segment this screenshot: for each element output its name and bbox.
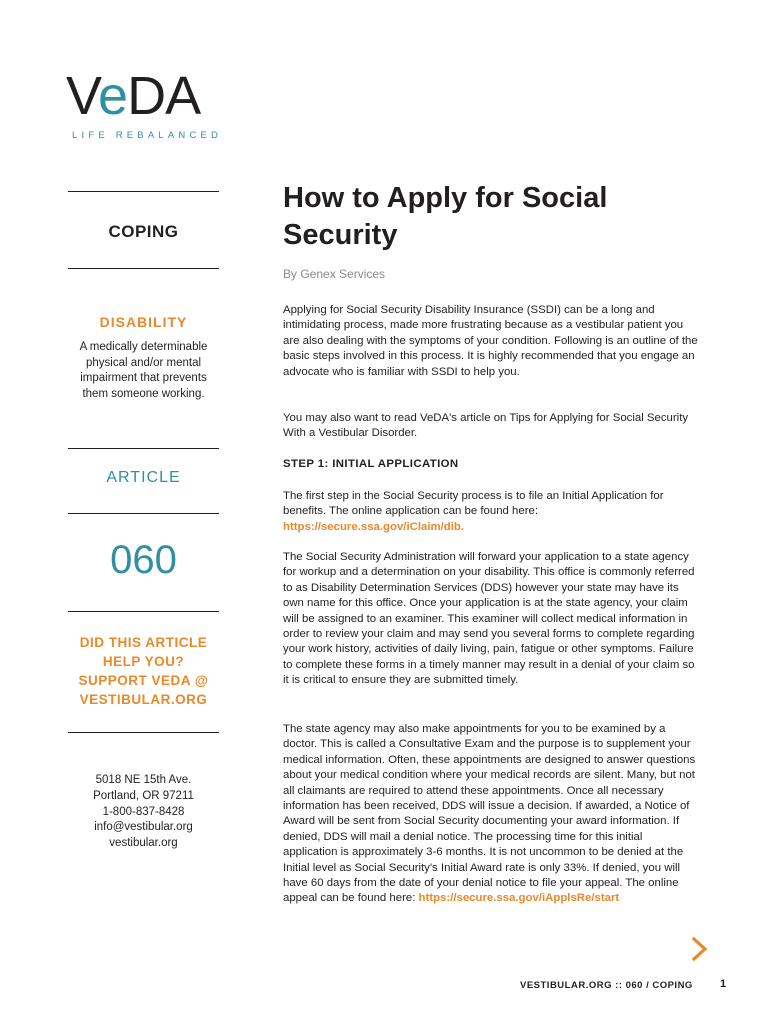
page-number: 1 [720,978,727,990]
chevron-right-icon[interactable] [690,936,710,962]
logo-letters-da: DA [127,66,201,126]
iclaim-link[interactable]: https://secure.ssa.gov/iClaim/dib. [283,520,465,533]
section-heading-step1: STEP 1: INITIAL APPLICATION [283,458,459,470]
paragraph-state-agency: The Social Security Administration will forward your application to a state agency for workup and a determination on your disability. This office is commonly referred to as Disability Determination Services (DDS) however your state may have its own name for this office. Once your application is at the state agency, your claim will be assigned to an examiner. This examiner will collect medical information in order to review your claim and may send you several forms to complete regarding your work history, activities of daily living, pain, fatigue or other symptoms. Failure to complete these forms in a timely manner may result in a denial of your claim so it is critical to ensure they are submitted timely. [283,551,695,687]
sidebar-divider [68,191,219,192]
sidebar-divider [68,611,219,612]
contact-address [68,773,219,852]
paragraph-intro: Applying for Social Security Disability Insurance (SSDI) can be a long and intimidating process, made more frustrating because as a vestibular patient you are also dealing with the symptoms of your condition. Following is an outline of the basic steps involved in this process. It is highly recommended that you engage an advocate who is familiar with SSDI to help you. [283,304,698,378]
paragraph-related-article: You may also want to read VeDA's article on Tips for Applying for Social Security With a Vestibular Disorder. [283,412,689,440]
logo-letter-v: V [66,66,99,126]
glossary-definition: A medically determinable physical and/or mental impairment that prevents them someone working. [79,341,208,400]
paragraph-text: The state agency may also make appointments for you to be examined by a doctor. This is called a Consultative Exam and the purpose is to supplement your medical information. Often, these appointments are designed to answer questions about your medical condition where your medical records are silent. Many, but not all claimants are required to attend these appointments. Once all necessary information has been received, DDS will issue a decision. If awarded, a Notice of Award will be sent from Social Security documenting your award information. If denied, DDS will mail a denial notice. The processing time for this initial application is approximately 3-6 months. It is not uncommon to be denied at the Initial level as Social Security's Initial Award rate is only 33%. If denied, you will have 60 days from the date of your denial notice to file your appeal. The online appeal can be found here: [283,723,696,905]
sidebar-divider [68,513,219,514]
category-label: COPING [108,222,179,241]
address-street: 5018 NE 15th Ave. [95,774,192,786]
veda-logo [66,68,226,148]
article-byline: By Genex Services [283,267,386,281]
logo-wordmark [66,68,200,124]
paragraph-text: The first step in the Social Security process is to file an Initial Application for benefits. The online application can be found here: [283,490,664,518]
glossary-term: DISABILITY [99,314,188,330]
appeal-link[interactable]: https://secure.ssa.gov/iApplsRe/start [418,892,620,905]
paragraph-consultative-exam [283,722,700,907]
sidebar-divider [68,732,219,733]
support-callout: DID THIS ARTICLE HELP YOU? SUPPORT VEDA @ VESTIBULAR.ORG [78,635,209,707]
sidebar-divider [68,448,219,449]
logo-tagline: LIFE REBALANCED [72,130,223,141]
address-email: info@vestibular.org [94,821,193,834]
sidebar-divider [68,268,219,269]
article-label: ARTICLE [106,469,181,486]
article-number: 060 [110,538,177,582]
page-footer: VESTIBULAR.ORG :: 060 / COPING [520,980,693,991]
logo-letter-e: e [98,66,128,126]
address-website: vestibular.org [109,837,178,850]
paragraph-initial-application [283,489,700,535]
address-phone: 1-800-837-8428 [102,805,185,818]
address-city: Portland, OR 97211 [93,789,194,802]
article-title: How to Apply for Social Security [283,182,608,251]
